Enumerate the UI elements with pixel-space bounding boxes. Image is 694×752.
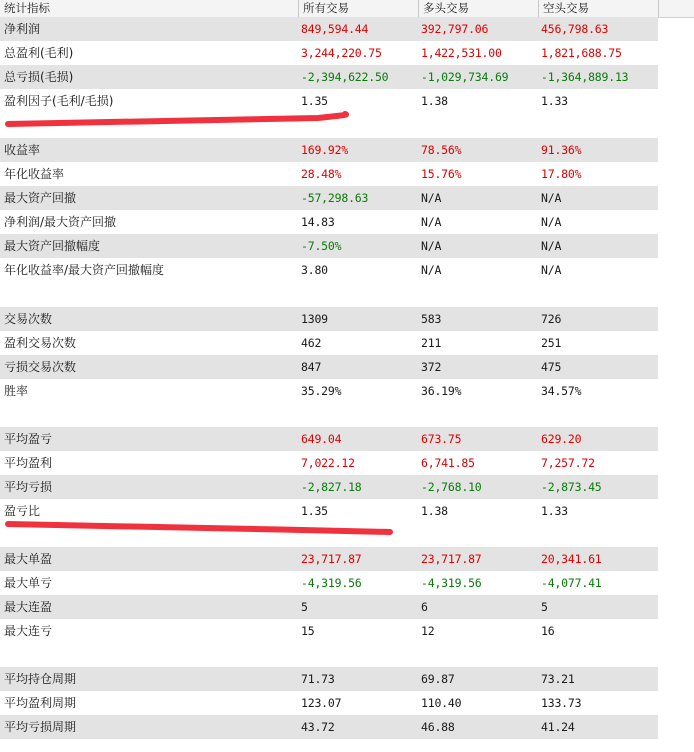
table-row[interactable] (0, 162, 658, 186)
row-label: 净利润/最大资产回撤 (4, 215, 117, 229)
row-label: 平均亏损周期 (4, 720, 77, 734)
value-all-trades: 28.48% (301, 167, 342, 181)
value-all-trades: 169.92% (301, 143, 349, 157)
value-long-trades: 110.40 (421, 696, 462, 710)
value-short-trades: 475 (541, 360, 562, 374)
value-long-trades: N/A (421, 215, 442, 229)
table-row[interactable] (0, 89, 658, 113)
value-long-trades: 583 (421, 312, 442, 326)
value-short-trades: 1.33 (541, 94, 568, 108)
value-all-trades: 5 (301, 600, 308, 614)
table-row[interactable] (0, 41, 658, 65)
row-label: 平均盈亏 (4, 432, 53, 446)
value-long-trades: 36.19% (421, 384, 462, 398)
value-long-trades: N/A (421, 239, 442, 253)
value-long-trades: 12 (421, 624, 435, 638)
value-all-trades: 3,244,220.75 (301, 46, 382, 60)
table-row[interactable] (0, 427, 658, 451)
value-short-trades: 1,821,688.75 (541, 46, 622, 60)
table-row[interactable] (0, 379, 658, 403)
row-label: 年化收益率/最大资产回撤幅度 (4, 263, 165, 277)
header-col-long[interactable]: 多头交易 (419, 0, 539, 17)
row-label: 最大单亏 (4, 576, 53, 590)
table-row[interactable] (0, 499, 658, 523)
value-long-trades: 46.88 (421, 720, 455, 734)
header-col-all[interactable]: 所有交易 (299, 0, 419, 17)
value-short-trades: 629.20 (541, 432, 582, 446)
row-label: 最大资产回撤幅度 (4, 239, 101, 253)
table-row[interactable] (0, 451, 658, 475)
value-short-trades: 5 (541, 600, 548, 614)
value-long-trades: -2,768.10 (421, 480, 482, 494)
value-all-trades: 847 (301, 360, 322, 374)
value-long-trades: N/A (421, 263, 442, 277)
row-label: 总亏损(毛损) (4, 70, 74, 84)
value-long-trades: 1,422,531.00 (421, 46, 502, 60)
value-all-trades: -2,394,622.50 (301, 70, 389, 84)
value-all-trades: -7.50% (301, 239, 342, 253)
value-short-trades: 73.21 (541, 672, 575, 686)
value-long-trades: 69.87 (421, 672, 455, 686)
value-long-trades: 392,797.06 (421, 22, 489, 36)
value-short-trades: 16 (541, 624, 555, 638)
value-all-trades: 43.72 (301, 720, 335, 734)
table-row[interactable] (0, 186, 658, 210)
value-all-trades: -2,827.18 (301, 480, 362, 494)
table-row[interactable] (0, 691, 658, 715)
value-all-trades: 7,022.12 (301, 456, 355, 470)
table-row[interactable] (0, 258, 658, 282)
value-short-trades: 41.24 (541, 720, 575, 734)
row-label: 胜率 (4, 384, 29, 398)
value-all-trades: 1309 (301, 312, 328, 326)
table-row[interactable] (0, 475, 658, 499)
value-short-trades: 20,341.61 (541, 552, 602, 566)
row-label: 收益率 (4, 143, 41, 157)
value-all-trades: 71.73 (301, 672, 335, 686)
row-label: 盈利交易次数 (4, 336, 77, 350)
value-all-trades: 849,594.44 (301, 22, 369, 36)
value-long-trades: 1.38 (421, 94, 448, 108)
row-label: 平均亏损 (4, 480, 53, 494)
value-all-trades: 3.80 (301, 263, 328, 277)
row-label: 盈利因子(毛利/毛损) (4, 94, 114, 108)
value-short-trades: -1,364,889.13 (541, 70, 629, 84)
value-short-trades: -2,873.45 (541, 480, 602, 494)
value-short-trades: N/A (541, 263, 562, 277)
value-all-trades: 23,717.87 (301, 552, 362, 566)
header-col-metric[interactable]: 统计指标 (0, 0, 299, 17)
value-long-trades: 673.75 (421, 432, 462, 446)
value-short-trades: N/A (541, 239, 562, 253)
value-all-trades: 15 (301, 624, 315, 638)
table-row[interactable] (0, 547, 658, 571)
value-short-trades: 251 (541, 336, 562, 350)
table-header (0, 0, 694, 18)
value-short-trades: 726 (541, 312, 562, 326)
value-all-trades: 649.04 (301, 432, 342, 446)
value-long-trades: 23,717.87 (421, 552, 482, 566)
row-label: 最大连盈 (4, 600, 53, 614)
value-all-trades: 14.83 (301, 215, 335, 229)
table-row[interactable] (0, 17, 658, 41)
value-short-trades: 91.36% (541, 143, 582, 157)
value-short-trades: N/A (541, 191, 562, 205)
row-label: 年化收益率 (4, 167, 65, 181)
value-long-trades: 15.76% (421, 167, 462, 181)
value-all-trades: 35.29% (301, 384, 342, 398)
value-all-trades: 1.35 (301, 94, 328, 108)
value-long-trades: N/A (421, 191, 442, 205)
value-short-trades: 7,257.72 (541, 456, 595, 470)
row-label: 盈亏比 (4, 504, 41, 518)
value-short-trades: 34.57% (541, 384, 582, 398)
value-short-trades: 1.33 (541, 504, 568, 518)
value-all-trades: -57,298.63 (301, 191, 369, 205)
row-label: 最大资产回撤 (4, 191, 77, 205)
row-label: 总盈利(毛利) (4, 46, 74, 60)
row-label: 亏损交易次数 (4, 360, 77, 374)
table-row[interactable] (0, 210, 658, 234)
row-label: 平均盈利周期 (4, 696, 77, 710)
value-short-trades: N/A (541, 215, 562, 229)
value-short-trades: 456,798.63 (541, 22, 609, 36)
value-short-trades: 17.80% (541, 167, 582, 181)
table-row[interactable] (0, 619, 658, 643)
value-long-trades: -4,319.56 (421, 576, 482, 590)
value-long-trades: 211 (421, 336, 442, 350)
value-all-trades: 123.07 (301, 696, 342, 710)
table-row[interactable] (0, 667, 658, 691)
table-row[interactable] (0, 138, 658, 162)
value-long-trades: -1,029,734.69 (421, 70, 509, 84)
table-row[interactable] (0, 715, 658, 739)
row-label: 最大连亏 (4, 624, 53, 638)
row-label: 平均持仓周期 (4, 672, 77, 686)
value-all-trades: -4,319.56 (301, 576, 362, 590)
table-row[interactable] (0, 355, 658, 379)
value-long-trades: 6,741.85 (421, 456, 475, 470)
row-label: 最大单盈 (4, 552, 53, 566)
value-short-trades: -4,077.41 (541, 576, 602, 590)
table-row[interactable] (0, 331, 658, 355)
table-row[interactable] (0, 595, 658, 619)
row-label: 净利润 (4, 22, 41, 36)
table-row[interactable] (0, 571, 658, 595)
value-long-trades: 372 (421, 360, 442, 374)
header-col-short[interactable]: 空头交易 (539, 0, 659, 17)
table-row[interactable] (0, 65, 658, 89)
value-long-trades: 1.38 (421, 504, 448, 518)
value-short-trades: 133.73 (541, 696, 582, 710)
value-long-trades: 6 (421, 600, 428, 614)
table-row[interactable] (0, 307, 658, 331)
table-row[interactable] (0, 234, 658, 258)
row-label: 交易次数 (4, 312, 53, 326)
row-label: 平均盈利 (4, 456, 53, 470)
value-all-trades: 462 (301, 336, 322, 350)
value-all-trades: 1.35 (301, 504, 328, 518)
value-long-trades: 78.56% (421, 143, 462, 157)
